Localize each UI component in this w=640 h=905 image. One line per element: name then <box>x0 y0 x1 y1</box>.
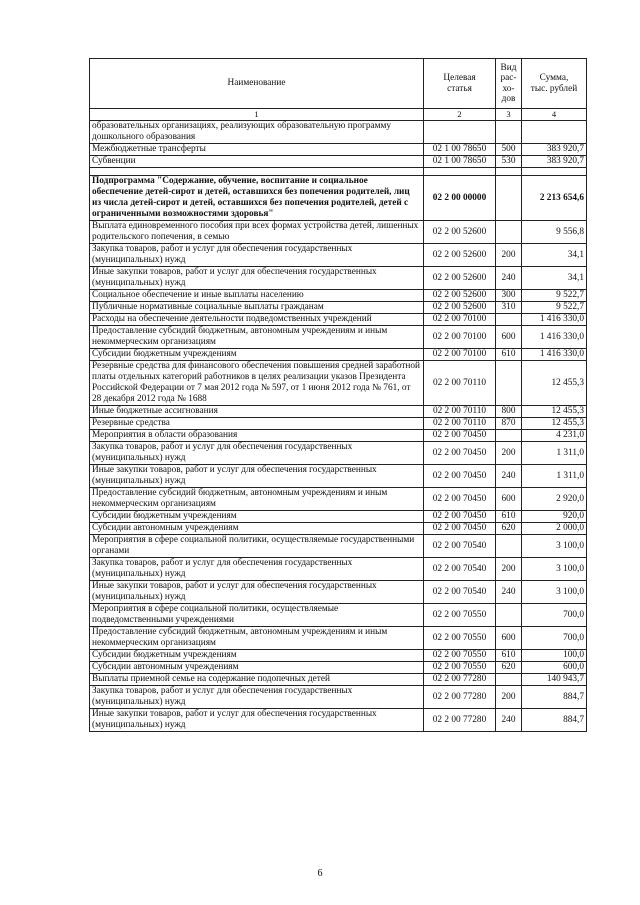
target-article-cell: 02 2 00 70100 <box>424 349 496 361</box>
table-row <box>90 627 587 650</box>
target-article-cell: 02 1 00 78650 <box>424 156 496 168</box>
header-target-article: Целевая статья <box>424 59 496 109</box>
target-article-cell: 02 2 00 70450 <box>424 511 496 523</box>
target-article-cell: 02 2 00 00000 <box>424 176 496 221</box>
sum-cell: 3 100,0 <box>522 535 587 558</box>
table-row <box>90 535 587 558</box>
expense-type-cell: 870 <box>496 418 522 430</box>
sum-cell: 920,0 <box>522 511 587 523</box>
target-article-cell: 02 2 00 70110 <box>424 406 496 418</box>
sum-cell: 2 000,0 <box>522 523 587 535</box>
table-row <box>90 349 587 361</box>
expense-type-cell: 610 <box>496 511 522 523</box>
sum-cell: 884,7 <box>522 709 587 732</box>
name-cell: Закупка товаров, работ и услуг для обеспечения государственных (муниципальных) нужд <box>90 244 424 267</box>
table-row <box>90 442 587 465</box>
target-article-cell: 02 2 00 52600 <box>424 221 496 244</box>
expense-type-cell <box>496 430 522 442</box>
target-article-cell: 02 2 00 70540 <box>424 581 496 604</box>
name-cell: Иные закупки товаров, работ и услуг для обеспечения государственных (муниципальных) нужд <box>90 581 424 604</box>
expense-type-cell: 610 <box>496 349 522 361</box>
target-article-cell: 02 2 00 77280 <box>424 686 496 709</box>
expense-type-cell <box>496 604 522 627</box>
sum-cell: 383 920,7 <box>522 156 587 168</box>
table-row <box>90 650 587 662</box>
sum-cell: 100,0 <box>522 650 587 662</box>
sum-cell: 700,0 <box>522 627 587 650</box>
target-article-cell: 02 2 00 70550 <box>424 662 496 674</box>
name-cell: Социальное обеспечение и иные выплаты населению <box>90 290 424 302</box>
table-row <box>90 156 587 168</box>
table-row <box>90 511 587 523</box>
name-cell: Субвенции <box>90 156 424 168</box>
name-cell: Субсидии бюджетным учреждениям <box>90 349 424 361</box>
table-row <box>90 523 587 535</box>
expense-type-cell <box>496 176 522 221</box>
budget-table <box>89 58 587 732</box>
name-cell: Выплаты приемной семье на содержание подопечных детей <box>90 674 424 686</box>
table-row <box>90 290 587 302</box>
name-cell: Предоставление субсидий бюджетным, автономным учреждениям и иным некоммерческим организациям <box>90 488 424 511</box>
expense-type-cell: 600 <box>496 488 522 511</box>
expense-type-cell: 200 <box>496 244 522 267</box>
column-number: 1 <box>90 109 424 121</box>
name-cell: Закупка товаров, работ и услуг для обеспечения государственных (муниципальных) нужд <box>90 686 424 709</box>
column-number: 3 <box>496 109 522 121</box>
table-row <box>90 221 587 244</box>
expense-type-cell: 240 <box>496 267 522 290</box>
target-article-cell: 02 2 00 52600 <box>424 290 496 302</box>
expense-type-cell: 620 <box>496 523 522 535</box>
target-article-cell: 02 2 00 70100 <box>424 314 496 326</box>
expense-type-cell <box>496 314 522 326</box>
page-number: 6 <box>317 868 323 879</box>
expense-type-cell: 310 <box>496 302 522 314</box>
sum-cell: 1 416 330,0 <box>522 349 587 361</box>
sum-cell: 12 455,3 <box>522 418 587 430</box>
target-article-cell: 02 2 00 52600 <box>424 267 496 290</box>
expense-type-cell: 600 <box>496 326 522 349</box>
sum-cell <box>522 121 587 144</box>
name-cell: Подпрограмма "Содержание, обучение, воспитание и социальное обеспечение детей-сирот и детей, оставшихся без попечения родителей, лиц из числа детей-сирот и детей, оставшихся без попечения родителей, детей с ограниченными возможностями здоровья" <box>90 176 424 221</box>
target-article-cell: 02 2 00 52600 <box>424 302 496 314</box>
expense-type-cell: 300 <box>496 290 522 302</box>
empty-cell <box>424 168 496 176</box>
target-article-cell: 02 2 00 70550 <box>424 604 496 627</box>
empty-cell <box>496 168 522 176</box>
target-article-cell: 02 2 00 70450 <box>424 488 496 511</box>
sum-cell: 1 311,0 <box>522 465 587 488</box>
expense-type-cell: 240 <box>496 709 522 732</box>
target-article-cell: 02 2 00 70450 <box>424 442 496 465</box>
table-row <box>90 488 587 511</box>
table-row <box>90 302 587 314</box>
name-cell: Межбюджетные трансферты <box>90 144 424 156</box>
table-row <box>90 604 587 627</box>
empty-cell <box>522 168 587 176</box>
table-body <box>90 121 587 732</box>
sum-cell: 4 231,0 <box>522 430 587 442</box>
target-article-cell: 02 2 00 70540 <box>424 558 496 581</box>
name-cell: Публичные нормативные социальные выплаты гражданам <box>90 302 424 314</box>
table-header-row <box>90 59 587 109</box>
name-cell: Субсидии автономным учреждениям <box>90 662 424 674</box>
expense-type-cell <box>496 535 522 558</box>
sum-cell: 3 100,0 <box>522 581 587 604</box>
table-row <box>90 686 587 709</box>
name-cell: Иные бюджетные ассигнования <box>90 406 424 418</box>
expense-type-cell <box>496 674 522 686</box>
expense-type-cell: 620 <box>496 662 522 674</box>
target-article-cell: 02 2 00 70110 <box>424 361 496 406</box>
expense-type-cell: 200 <box>496 442 522 465</box>
expense-type-cell: 240 <box>496 465 522 488</box>
target-article-cell <box>424 121 496 144</box>
expense-type-cell <box>496 221 522 244</box>
expense-type-cell <box>496 121 522 144</box>
table-row <box>90 581 587 604</box>
name-cell: Расходы на обеспечение деятельности подведомственных учреждений <box>90 314 424 326</box>
name-cell: Иные закупки товаров, работ и услуг для обеспечения государственных (муниципальных) нужд <box>90 709 424 732</box>
target-article-cell: 02 2 00 77280 <box>424 674 496 686</box>
sum-cell: 700,0 <box>522 604 587 627</box>
table-row <box>90 361 587 406</box>
target-article-cell: 02 2 00 70450 <box>424 523 496 535</box>
sum-cell: 3 100,0 <box>522 558 587 581</box>
table-row <box>90 674 587 686</box>
table-row <box>90 176 587 221</box>
name-cell: Мероприятия в сфере социальной политики, осуществляемые подведомственными учреждениями <box>90 604 424 627</box>
target-article-cell: 02 2 00 70450 <box>424 465 496 488</box>
table-row <box>90 430 587 442</box>
sum-cell: 9 556,8 <box>522 221 587 244</box>
table-row <box>90 267 587 290</box>
name-cell: Субсидии автономным учреждениям <box>90 523 424 535</box>
expense-type-cell <box>496 361 522 406</box>
sum-cell: 34,1 <box>522 267 587 290</box>
expense-type-cell: 240 <box>496 581 522 604</box>
target-article-cell: 02 2 00 70550 <box>424 650 496 662</box>
table-row <box>90 314 587 326</box>
sum-cell: 1 311,0 <box>522 442 587 465</box>
expense-type-cell: 200 <box>496 686 522 709</box>
name-cell: Закупка товаров, работ и услуг для обеспечения государственных (муниципальных) нужд <box>90 558 424 581</box>
target-article-cell: 02 2 00 70540 <box>424 535 496 558</box>
table-row <box>90 326 587 349</box>
target-article-cell: 02 2 00 70110 <box>424 418 496 430</box>
expense-type-cell: 200 <box>496 558 522 581</box>
table-row <box>90 558 587 581</box>
table-row <box>90 121 587 144</box>
name-cell: Предоставление субсидий бюджетным, автономным учреждениям и иным некоммерческим организациям <box>90 627 424 650</box>
name-cell: Мероприятия в сфере социальной политики, осуществляемые государственными органами <box>90 535 424 558</box>
header-name: Наименование <box>90 59 424 109</box>
sum-cell: 12 455,3 <box>522 406 587 418</box>
header-expense-type: Вид рас- хо- дов <box>496 59 522 109</box>
table-row <box>90 418 587 430</box>
target-article-cell: 02 2 00 70550 <box>424 627 496 650</box>
name-cell: Резервные средства для финансового обеспечения повышения средней заработной платы отдельных категорий работников в целях реализации указов Президента Российской Федерации от 7 мая 2012 года № 597, от 1 июня 2012 года № 761, от 28 декабря 2012 года № 1688 <box>90 361 424 406</box>
expense-type-cell: 600 <box>496 627 522 650</box>
sum-cell: 34,1 <box>522 244 587 267</box>
sum-cell: 9 522,7 <box>522 290 587 302</box>
name-cell: Субсидии бюджетным учреждениям <box>90 650 424 662</box>
sum-cell: 2 920,0 <box>522 488 587 511</box>
sum-cell: 1 416 330,0 <box>522 326 587 349</box>
target-article-cell: 02 2 00 52600 <box>424 244 496 267</box>
name-cell: Субсидии бюджетным учреждениям <box>90 511 424 523</box>
target-article-cell: 02 2 00 77280 <box>424 709 496 732</box>
spacer-row <box>90 168 587 176</box>
name-cell: Иные закупки товаров, работ и услуг для обеспечения государственных (муниципальных) нужд <box>90 267 424 290</box>
table-row <box>90 406 587 418</box>
sum-cell: 600,0 <box>522 662 587 674</box>
name-cell: Иные закупки товаров, работ и услуг для обеспечения государственных (муниципальных) нужд <box>90 465 424 488</box>
target-article-cell: 02 2 00 70100 <box>424 326 496 349</box>
name-cell: Предоставление субсидий бюджетным, автономным учреждениям и иным некоммерческим организациям <box>90 326 424 349</box>
sum-cell: 383 920,7 <box>522 144 587 156</box>
sum-cell: 2 213 654,6 <box>522 176 587 221</box>
table-row <box>90 709 587 732</box>
column-number: 2 <box>424 109 496 121</box>
expense-type-cell: 800 <box>496 406 522 418</box>
table-row <box>90 662 587 674</box>
expense-type-cell: 530 <box>496 156 522 168</box>
name-cell: Закупка товаров, работ и услуг для обеспечения государственных (муниципальных) нужд <box>90 442 424 465</box>
name-cell: образовательных организациях, реализующих образовательную программу дошкольного образования <box>90 121 424 144</box>
sum-cell: 12 455,3 <box>522 361 587 406</box>
table-row <box>90 144 587 156</box>
empty-cell <box>90 168 424 176</box>
header-sum: Сумма, тыс. рублей <box>522 59 587 109</box>
target-article-cell: 02 1 00 78650 <box>424 144 496 156</box>
name-cell: Резервные средства <box>90 418 424 430</box>
sum-cell: 884,7 <box>522 686 587 709</box>
column-number: 4 <box>522 109 587 121</box>
table-row <box>90 244 587 267</box>
expense-type-cell: 500 <box>496 144 522 156</box>
sum-cell: 140 943,7 <box>522 674 587 686</box>
table-row <box>90 465 587 488</box>
sum-cell: 1 416 330,0 <box>522 314 587 326</box>
sum-cell: 9 522,7 <box>522 302 587 314</box>
expense-type-cell: 610 <box>496 650 522 662</box>
target-article-cell: 02 2 00 70450 <box>424 430 496 442</box>
column-number-row <box>90 109 587 121</box>
name-cell: Мероприятия в области образования <box>90 430 424 442</box>
name-cell: Выплата единовременного пособия при всех формах устройства детей, лишенных родительского попечения, в семью <box>90 221 424 244</box>
